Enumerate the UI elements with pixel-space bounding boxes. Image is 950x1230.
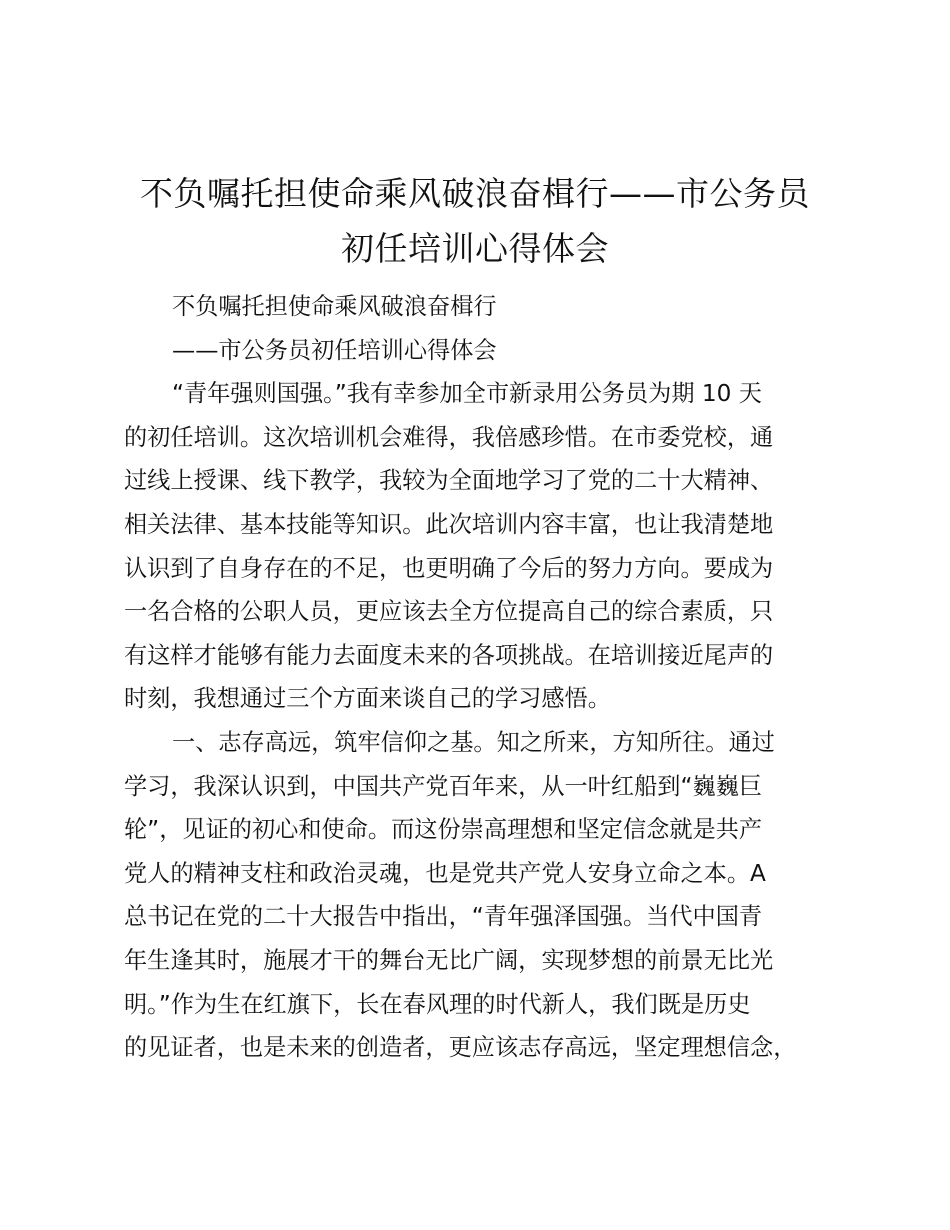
title-line-2: 初任培训心得体会 xyxy=(341,229,609,268)
paragraph-line: 的初任培训。这次培训机会难得，我倍感珍惜。在市委党校，通 xyxy=(124,423,774,451)
paragraph-line: “青年强则国强。”我有幸参加全市新录用公务员为期 10 天 xyxy=(172,380,762,408)
subtitle-line: 不负嘱托担使命乘风破浪奋楫行 xyxy=(172,293,497,320)
paragraph-line: 时刻，我想通过三个方面来谈自己的学习感悟。 xyxy=(124,685,611,713)
paragraph-line: 轮”，见证的初心和使命。而这份崇高理想和坚定信念就是共产 xyxy=(124,816,763,844)
paragraph-line: 认识到了自身存在的不足，也更明确了今后的努力方向。要成为 xyxy=(124,554,774,582)
paragraph-line: 一名合格的公职人员，更应该去全方位提高自己的综合素质，只 xyxy=(124,598,774,626)
document-title xyxy=(120,166,830,276)
paragraph-line: 明。”作为生在红旗下，长在春风理的时代新人，我们既是历史 xyxy=(124,990,751,1018)
paragraph-line: 相关法律、基本技能等知识。此次培训内容丰富，也让我清楚地 xyxy=(124,510,774,538)
paragraph-line: 的见证者，也是未来的创造者，更应该志存高远，坚定理想信念， xyxy=(124,1034,797,1062)
paragraph-line: 总书记在党的二十大报告中指出，“青年强泽国强。当代中国青 xyxy=(124,903,763,931)
title-line-1: 不负嘱托担使命乘风破浪奋楫行——市公务员 xyxy=(140,174,810,213)
paragraph-line: 学习，我深认识到，中国共产党百年来，从一叶红船到“巍巍巨 xyxy=(124,772,763,800)
subtitle-line: ——市公务员初任培训心得体会 xyxy=(172,336,497,364)
paragraph-line: 过线上授课、线下教学，我较为全面地学习了党的二十大精神、 xyxy=(124,467,774,495)
paragraph-line: 年生逢其时，施展才干的舞台无比广阔，实现梦想的前景无比光 xyxy=(124,946,774,974)
paragraph-line: 党人的精神支柱和政治灵魂，也是党共产党人安身立命之本。A xyxy=(124,859,766,887)
paragraph-line: 一、志存高远，筑牢信仰之基。知之所来，方知所往。通过 xyxy=(172,728,775,756)
document-body xyxy=(124,285,824,1070)
paragraph-line: 有这样才能够有能力去面度未来的各项挑战。在培训接近尾声的 xyxy=(124,641,774,669)
